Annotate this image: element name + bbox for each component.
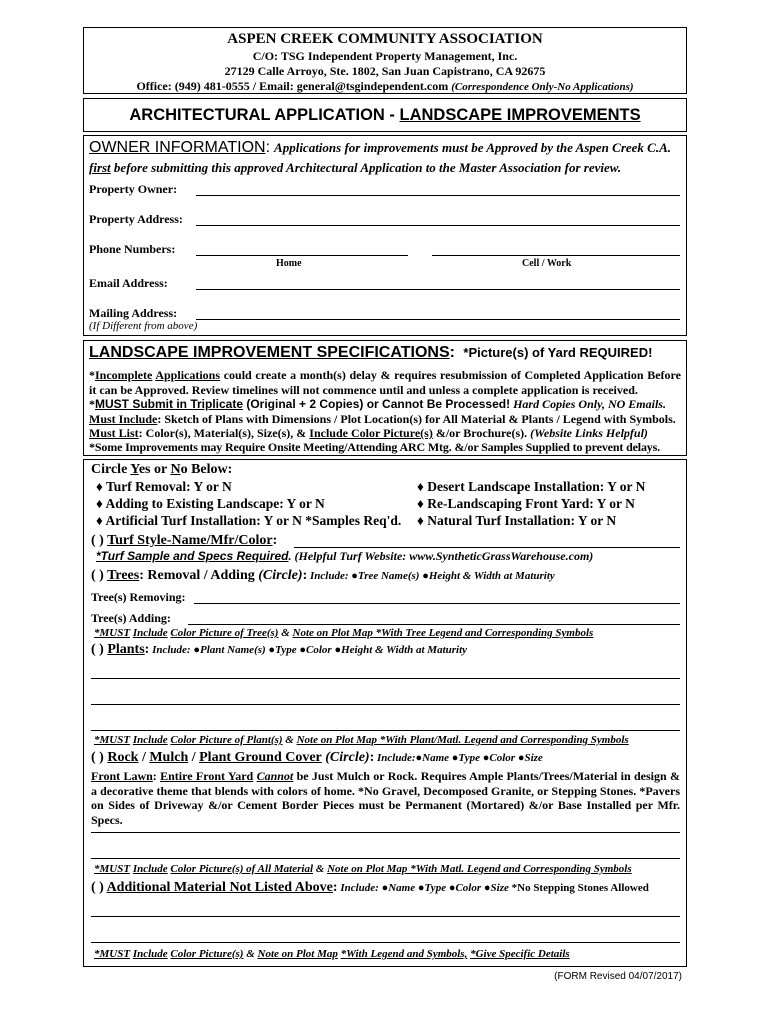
rock-items: ●Name ●Type ●Color ●Size <box>415 752 543 764</box>
property-owner-label: Property Owner: <box>89 182 178 196</box>
email-address-label: Email Address: <box>89 276 168 290</box>
trees-checkbox[interactable]: ( ) <box>91 568 104 583</box>
turf-style-line <box>91 533 277 549</box>
entire-front-yard: Entire Front Yard <box>160 769 254 783</box>
contact-note: (Correspondence Only-No Applications) <box>451 81 634 93</box>
owner-intro-2 <box>89 160 621 176</box>
turf-style-colon: : <box>272 533 278 548</box>
additional-include: Include: <box>337 882 382 894</box>
plants-note-amp: & <box>282 734 297 746</box>
owner-intro-1: Applications for improvements must be Approved by the Aspen Creek C.A. <box>274 140 672 155</box>
specs-para-3 <box>89 412 676 427</box>
phone-numbers-label: Phone Numbers: <box>89 242 176 256</box>
additional-colon: : <box>332 880 338 895</box>
title-main: ARCHITECTURAL APPLICATION - <box>129 106 400 124</box>
front-lawn-colon: : <box>152 769 161 783</box>
circle-heading <box>91 462 232 478</box>
trees-adding-label: Tree(s) Adding: <box>91 611 171 625</box>
turf-style-label: Turf Style-Name/Mfr/Color <box>107 533 273 548</box>
mailing-address-note: (If Different from above) <box>89 320 198 332</box>
natural-turf-option[interactable]: ♦ Natural Turf Installation: Y or N <box>417 513 617 528</box>
rock-label: Rock <box>107 750 139 765</box>
rock-checkbox[interactable]: ( ) <box>91 750 104 765</box>
trees-note-include: Include <box>132 627 168 639</box>
trees-note <box>94 627 593 639</box>
specs-heading: LANDSCAPE IMPROVEMENT SPECIFICATIONS <box>89 344 450 361</box>
additional-note-plot: Note on Plot Map <box>257 948 338 960</box>
plants-note-plot: Note on Plot Map <box>296 734 377 746</box>
owner-heading: OWNER INFORMATION <box>89 139 266 156</box>
trees-colon: : <box>302 568 308 583</box>
trees-adding-field[interactable] <box>188 624 680 625</box>
specs-p3-rest: : Sketch of Plans with Dimensions / Plot Location(s) for All Material & Plants / Legend with Symbols. <box>157 412 676 426</box>
circle-heading-n: N <box>170 462 181 477</box>
phone-home-field[interactable] <box>196 255 408 256</box>
contact-info: Office: (949) 481-0555 / Email: general@tsgindependent.com <box>136 79 449 93</box>
title-box <box>83 98 687 132</box>
specs-para-2 <box>89 397 666 412</box>
trees-label: Trees <box>107 568 140 583</box>
plants-include: Include: <box>149 644 194 656</box>
specs-p4-web: (Website Links Helpful) <box>530 426 648 440</box>
plants-note-include: Include <box>132 734 168 746</box>
additional-note-include: Include <box>132 948 168 960</box>
desert-landscape-option[interactable]: ♦ Desert Landscape Installation: Y or N <box>417 479 646 494</box>
rock-paragraph <box>91 769 680 827</box>
specs-p1-applications: Applications <box>155 368 221 382</box>
plants-note-must: *MUST <box>94 734 131 746</box>
picture-required: *Picture(s) of Yard REQUIRED! <box>463 345 653 360</box>
additional-rest: *No Stepping Stones Allowed <box>508 882 649 894</box>
contact-line <box>84 79 686 94</box>
plants-note-rest: *With Plant/Matl. Legend and Corresponding Symbols <box>376 734 629 746</box>
plants-field-3[interactable] <box>91 730 680 731</box>
rock-line <box>91 750 543 766</box>
trees-note-amp: & <box>278 627 293 639</box>
additional-note-color: Color Picture(s) <box>170 948 244 960</box>
rock-circle: (Circle) <box>321 750 370 765</box>
additional-checkbox[interactable]: ( ) <box>91 880 104 895</box>
additional-note <box>94 948 570 960</box>
rock-note <box>94 863 632 875</box>
phone-cell-field[interactable] <box>432 255 680 256</box>
circle-heading-y: Y <box>130 462 139 477</box>
details-box <box>83 459 687 967</box>
email-address-field[interactable] <box>196 289 680 290</box>
turf-note-bold: *Turf Sample and Specs Required <box>96 549 289 563</box>
circle-heading-a: Circle <box>91 462 131 477</box>
trees-note-must: *MUST <box>94 627 131 639</box>
specs-p2-must: MUST Submit in Triplicate <box>95 397 244 411</box>
specs-p2-rest: (Original + 2 Copies) or Cannot Be Processed! <box>243 397 511 411</box>
rock-rest: be Just Mulch or Rock. Requires Ample Plants/Trees/Material in design & a decorative theme that blends with colors of home. *No Gravel, Decomposed Granite, or Stepping Stones. *Pavers on Sides of Driveway &/or Cement Border Pieces must be Permanent (Mortared) &/or Base Installed per Mfr. Specs. <box>91 769 681 827</box>
plants-label: Plants <box>107 642 145 657</box>
rock-field-1[interactable] <box>91 832 680 833</box>
property-address-field[interactable] <box>196 225 680 226</box>
rock-note-color: Color Picture(s) of All Material <box>170 863 313 875</box>
phone-home-caption: Home <box>276 258 302 269</box>
owner-heading-colon: : <box>265 139 271 156</box>
specs-heading-line <box>89 344 652 362</box>
trees-circle: (Circle) <box>258 568 303 583</box>
rock-note-rest: *With Matl. Legend and Corresponding Symbols <box>407 863 632 875</box>
additional-label: Additional Material Not Listed Above <box>106 880 333 895</box>
header-box <box>83 27 687 94</box>
specs-para-4 <box>89 426 648 441</box>
title-sub: LANDSCAPE IMPROVEMENTS <box>399 106 641 124</box>
specs-box <box>83 340 687 456</box>
specs-p4-rest2: &/or Brochure(s). <box>432 426 531 440</box>
rock-note-amp: & <box>313 863 328 875</box>
specs-p2-star: * <box>89 397 95 411</box>
org-name: ASPEN CREEK COMMUNITY ASSOCIATION <box>227 31 543 47</box>
rock-sep-1: / <box>138 750 150 765</box>
specs-p2-hard: Hard Copies Only, NO Emails. <box>510 397 666 411</box>
rock-include: Include: <box>374 752 416 764</box>
specs-p1-star: * <box>89 368 95 382</box>
additional-items: ●Name ●Type ●Color ●Size <box>381 882 509 894</box>
trees-removing-field[interactable] <box>194 603 680 604</box>
owner-intro-first: first <box>89 160 111 175</box>
adding-existing-option[interactable]: ♦ Adding to Existing Landscape: Y or N <box>96 496 325 511</box>
trees-items: ●Tree Name(s) ●Height & Width at Maturity <box>351 570 555 582</box>
trees-note-color: Color Picture of Tree(s) <box>170 627 279 639</box>
specs-para-1 <box>89 368 681 397</box>
front-lawn-label: Front Lawn <box>91 769 153 783</box>
phone-cell-caption: Cell / Work <box>522 258 572 269</box>
trees-include: Include: <box>307 570 352 582</box>
mailing-address-field[interactable] <box>196 319 680 320</box>
trees-note-rest: *With Tree Legend and Corresponding Symbols <box>372 627 594 639</box>
turf-note <box>96 549 593 564</box>
rock-note-must: *MUST <box>94 863 131 875</box>
cannot-label: Cannot <box>256 769 294 783</box>
trees-note-plot: Note on Plot Map <box>292 627 373 639</box>
plants-field-1[interactable] <box>91 678 680 679</box>
specs-p3-must: Must Include <box>89 412 158 426</box>
additional-field-2[interactable] <box>91 942 680 943</box>
relandscaping-front-option[interactable]: ♦ Re-Landscaping Front Yard: Y or N <box>417 496 635 511</box>
trees-line <box>91 568 555 584</box>
org-address: 27129 Calle Arroyo, Ste. 1802, San Juan Capistrano, CA 92675 <box>224 64 546 78</box>
specs-p1-rest: could create a month(s) delay & requires resubmission of Completed Application Before it can be Approved. Review timelines will not commence until and unless a complete application is received. <box>89 368 681 397</box>
owner-heading-line <box>89 139 671 157</box>
mulch-label: Mulch <box>149 750 189 765</box>
rock-colon: : <box>369 750 375 765</box>
additional-note-legend: *With Legend and Symbols, <box>340 948 468 960</box>
owner-intro-rest: before submitting this approved Architectural Application to the Master Association for review. <box>110 160 622 175</box>
rock-field-2[interactable] <box>91 858 680 859</box>
specs-p1-incomplete: Incomplete <box>95 368 153 382</box>
rock-note-plot: Note on Plot Map <box>327 863 408 875</box>
care-of: C/O: TSG Independent Property Management, Inc. <box>252 49 518 63</box>
turf-removal-option[interactable]: ♦ Turf Removal: Y or N <box>96 479 232 494</box>
specs-para-5: *Some Improvements may Require Onsite Meeting/Attending ARC Mtg. &/or Samples Supplied to prevent delays. <box>89 440 661 454</box>
turf-style-field[interactable] <box>294 547 680 548</box>
additional-note-must: *MUST <box>94 948 131 960</box>
artificial-turf-option[interactable]: ♦ Artificial Turf Installation: Y or N *Samples Req'd. <box>96 513 402 528</box>
turf-note-rest: . (Helpful Turf Website: www.SyntheticGrassWarehouse.com) <box>288 549 594 563</box>
circle-heading-b: es or <box>138 462 171 477</box>
owner-box <box>83 135 687 336</box>
plants-checkbox[interactable]: ( ) <box>91 642 104 657</box>
additional-field-1[interactable] <box>91 916 680 917</box>
trees-removing-label: Tree(s) Removing: <box>91 590 186 604</box>
turf-checkbox[interactable]: ( ) <box>91 533 104 548</box>
mailing-address-label: Mailing Address: <box>89 306 178 320</box>
additional-note-amp: & <box>243 948 258 960</box>
property-address-label: Property Address: <box>89 212 183 226</box>
rock-sep-2: / <box>188 750 200 765</box>
specs-p4-must: Must List <box>89 426 139 440</box>
ground-cover-label: Plant Ground Cover <box>199 750 322 765</box>
specs-p4-include: Include Color Picture(s) <box>309 426 433 440</box>
plants-note <box>94 734 629 746</box>
plants-colon: : <box>144 642 150 657</box>
additional-line <box>91 880 649 896</box>
additional-note-specific: *Give Specific Details <box>470 948 570 960</box>
property-owner-field[interactable] <box>196 195 680 196</box>
plants-line <box>91 642 467 658</box>
circle-heading-c: o Below: <box>180 462 233 477</box>
rock-note-include: Include <box>132 863 168 875</box>
plants-items: ●Plant Name(s) ●Type ●Color ●Height & Width at Maturity <box>193 644 468 656</box>
form-revised: (FORM Revised 04/07/2017) <box>554 971 682 982</box>
plants-field-2[interactable] <box>91 704 680 705</box>
trees-removal-adding: : Removal / Adding <box>139 568 259 583</box>
specs-p4-rest: : Color(s), Material(s), Size(s), & <box>138 426 310 440</box>
specs-heading-colon: : <box>449 344 455 361</box>
plants-note-color: Color Picture of Plant(s) <box>170 734 283 746</box>
